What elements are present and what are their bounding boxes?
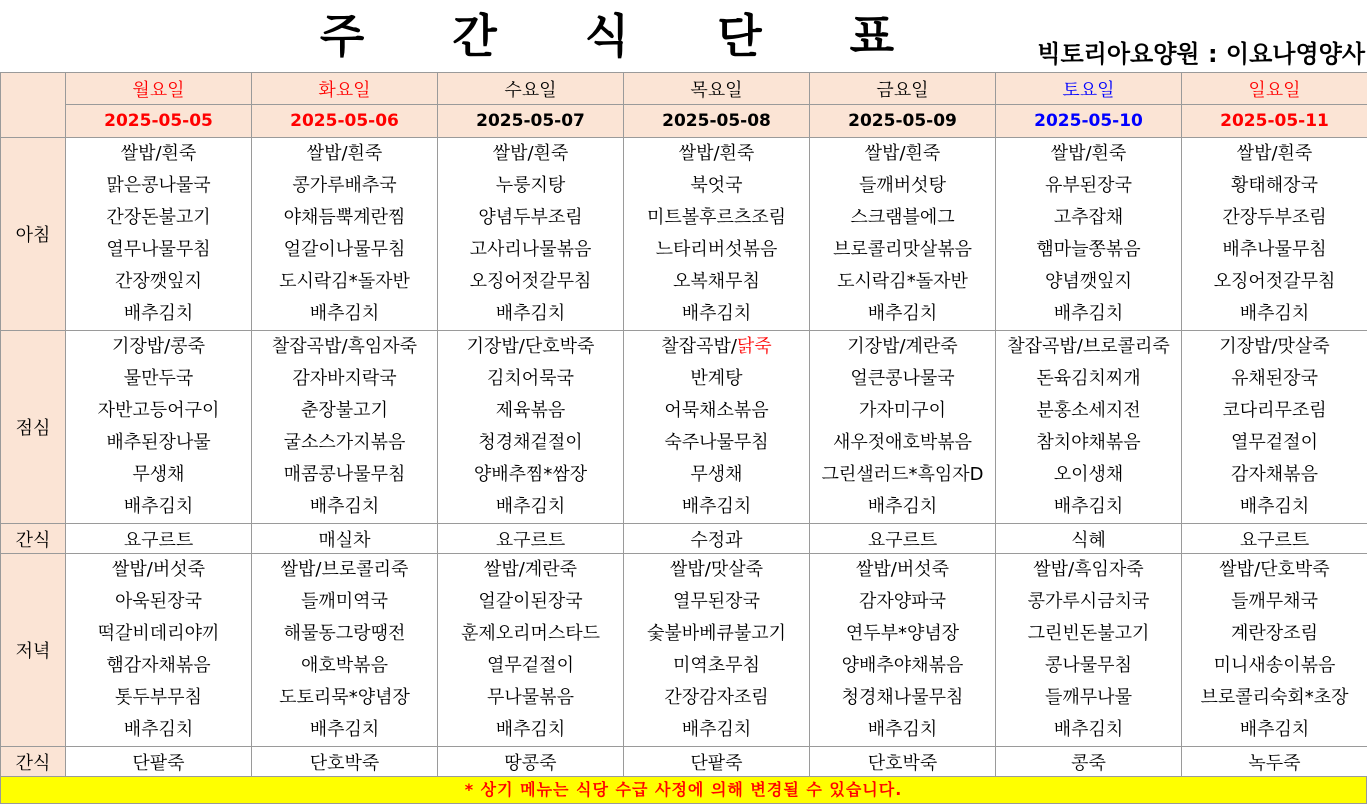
day-name: 금요일 <box>810 73 996 105</box>
snack-row-1 <box>1 524 1367 554</box>
menu-cell <box>252 554 438 747</box>
menu-item-highlight: 닭죽 <box>736 336 772 357</box>
menu-cell <box>1182 554 1367 747</box>
menu-item: 참치야채볶음 <box>1036 432 1141 453</box>
menu-item: 간장감자조림 <box>664 687 769 708</box>
menu-cell <box>1182 331 1367 524</box>
menu-item: 배추김치 <box>1239 496 1310 517</box>
menu-item: 배추김치 <box>495 719 566 740</box>
day-name: 월요일 <box>66 73 252 105</box>
menu-item: 청경채겉절이 <box>478 432 583 453</box>
menu-item: 스크램블에그 <box>850 207 955 228</box>
menu-item: 아욱된장국 <box>115 591 202 612</box>
snack-row-2 <box>1 747 1367 777</box>
page-title: 주 간 식 단 표 <box>319 9 931 63</box>
menu-item: 떡갈비데리야끼 <box>97 623 220 644</box>
menu-item: 배추된장나물 <box>106 432 211 453</box>
menu-item: 미니새송이볶음 <box>1213 655 1336 676</box>
day-name: 수요일 <box>438 73 624 105</box>
menu-cell <box>810 554 996 747</box>
menu-item: 고추잡채 <box>1053 207 1124 228</box>
menu-item: 반계탕 <box>690 368 743 389</box>
menu-cell <box>438 331 624 524</box>
menu-cell <box>66 554 252 747</box>
menu-item: 도토리묵*양념장 <box>279 687 410 708</box>
menu-item: 오징어젓갈무침 <box>469 271 592 292</box>
menu-item: 황태해장국 <box>1231 175 1318 196</box>
menu-item: 누룽지탕 <box>495 175 566 196</box>
menu-item: 굴소스가지볶음 <box>283 432 406 453</box>
menu-item: 무생채 <box>132 464 185 485</box>
snack-cell: 단팥죽 <box>66 747 252 777</box>
menu-item: 미트볼후르츠조림 <box>646 207 787 228</box>
menu-item: 양념두부조림 <box>478 207 583 228</box>
menu-cell <box>810 331 996 524</box>
menu-cell <box>996 554 1182 747</box>
menu-item: 그린샐러드*흑임자D <box>821 464 984 485</box>
menu-item: 물만두국 <box>123 368 194 389</box>
day-date: 2025-05-05 <box>66 105 252 138</box>
menu-item: 콩나물무침 <box>1045 655 1132 676</box>
meal-label: 저녁 <box>1 554 66 747</box>
snack-cell: 요구르트 <box>438 524 624 554</box>
menu-item: 햄마늘쫑볶음 <box>1036 239 1141 260</box>
menu-item: 찰잡곡밥/브로콜리죽 <box>1007 336 1170 357</box>
day-date: 2025-05-11 <box>1182 105 1367 138</box>
menu-item: 배추김치 <box>309 303 380 324</box>
menu-table <box>0 72 1367 777</box>
menu-cell <box>1182 138 1367 331</box>
menu-cell <box>438 138 624 331</box>
menu-item: 열무겉절이 <box>1231 432 1318 453</box>
menu-item: 돈육김치찌개 <box>1036 368 1141 389</box>
menu-item: 유부된장국 <box>1045 175 1132 196</box>
menu-item: 얼갈이된장국 <box>478 591 583 612</box>
menu-item: 무나물볶음 <box>487 687 574 708</box>
snack-cell: 콩죽 <box>996 747 1182 777</box>
menu-item: 간장두부조림 <box>1222 207 1327 228</box>
menu-item: 쌀밥/흰죽 <box>1050 143 1127 164</box>
menu-item: 자반고등어구이 <box>97 400 220 421</box>
snack-cell: 땅콩죽 <box>438 747 624 777</box>
menu-item: 야채듬뿍계란찜 <box>283 207 406 228</box>
facility-label: 빅토리아요양원 : 이요나영양사 <box>1037 40 1365 68</box>
menu-item: 오이생채 <box>1053 464 1124 485</box>
menu-item: 배추김치 <box>495 303 566 324</box>
menu-item: 얼큰콩나물국 <box>850 368 955 389</box>
dinner-row <box>1 554 1367 747</box>
menu-item: 쌀밥/흰죽 <box>864 143 941 164</box>
breakfast-row <box>1 138 1367 331</box>
menu-item: 배추김치 <box>681 496 752 517</box>
menu-item: 쌀밥/흑임자죽 <box>1033 559 1144 580</box>
menu-item: 기장밥/맛살죽 <box>1219 336 1330 357</box>
snack-cell: 녹두죽 <box>1182 747 1367 777</box>
menu-item: 배추김치 <box>867 496 938 517</box>
menu-item: 열무나물무침 <box>106 239 211 260</box>
menu-item: 김치어묵국 <box>487 368 574 389</box>
menu-item: 배추김치 <box>867 303 938 324</box>
menu-item: 쌀밥/흰죽 <box>1236 143 1313 164</box>
snack-cell: 단호박죽 <box>810 747 996 777</box>
menu-item: 열무된장국 <box>673 591 760 612</box>
menu-item: 맑은콩나물국 <box>106 175 211 196</box>
menu-item: 제육볶음 <box>495 400 566 421</box>
menu-item: 열무겉절이 <box>487 655 574 676</box>
menu-item: 배추김치 <box>309 719 380 740</box>
menu-item: 톳두부무침 <box>115 687 202 708</box>
menu-item: 배추김치 <box>681 303 752 324</box>
menu-item: 브로콜리숙회*초장 <box>1200 687 1349 708</box>
menu-item: 도시락김*돌자반 <box>279 271 410 292</box>
menu-item: 배추김치 <box>309 496 380 517</box>
menu-item: 쌀밥/버섯죽 <box>111 559 205 580</box>
menu-item: 감자양파국 <box>859 591 946 612</box>
menu-item: 유채된장국 <box>1231 368 1318 389</box>
menu-item: 배추김치 <box>123 719 194 740</box>
menu-item: 도시락김*돌자반 <box>837 271 968 292</box>
menu-item: 연두부*양념장 <box>845 623 960 644</box>
snack-cell: 수정과 <box>624 524 810 554</box>
snack-cell: 단팥죽 <box>624 747 810 777</box>
menu-item: 기장밥/단호박죽 <box>466 336 595 357</box>
menu-item: 쌀밥/버섯죽 <box>855 559 949 580</box>
day-name: 토요일 <box>996 73 1182 105</box>
menu-item: 배추김치 <box>681 719 752 740</box>
menu-item: 들깨무채국 <box>1231 591 1318 612</box>
menu-item: 훈제오리머스타드 <box>460 623 601 644</box>
menu-item: 쌀밥/흰죽 <box>306 143 383 164</box>
menu-item: 배추김치 <box>1053 719 1124 740</box>
menu-item: 그린빈돈불고기 <box>1027 623 1150 644</box>
menu-item: 양념깻잎지 <box>1045 271 1132 292</box>
meal-label: 간식 <box>1 524 66 554</box>
menu-item: 매콤콩나물무침 <box>283 464 406 485</box>
menu-item: 춘장불고기 <box>301 400 388 421</box>
menu-cell <box>252 138 438 331</box>
notice-banner: * 상기 메뉴는 식당 수급 사정에 의해 변경될 수 있습니다. <box>0 776 1367 804</box>
menu-item: 쌀밥/맛살죽 <box>669 559 763 580</box>
meal-label: 아침 <box>1 138 66 331</box>
menu-item: 코다리무조림 <box>1222 400 1327 421</box>
menu-item: 어묵채소볶음 <box>664 400 769 421</box>
snack-cell: 단호박죽 <box>252 747 438 777</box>
menu-item: 북엇국 <box>690 175 743 196</box>
menu-item: 얼갈이나물무침 <box>283 239 406 260</box>
menu-cell <box>624 554 810 747</box>
snack-cell: 매실차 <box>252 524 438 554</box>
menu-item: 오복채무침 <box>673 271 760 292</box>
menu-item: 기장밥/계란죽 <box>847 336 958 357</box>
menu-item: 찰잡곡밥/닭죽 <box>661 336 772 357</box>
menu-item: 쌀밥/흰죽 <box>492 143 569 164</box>
menu-item: 애호박볶음 <box>301 655 388 676</box>
menu-cell <box>624 331 810 524</box>
snack-cell: 식혜 <box>996 524 1182 554</box>
menu-item: 숯불바베큐불고기 <box>646 623 787 644</box>
menu-cell <box>438 554 624 747</box>
day-name: 일요일 <box>1182 73 1367 105</box>
menu-item: 오징어젓갈무침 <box>1213 271 1336 292</box>
meal-label: 점심 <box>1 331 66 524</box>
menu-item: 배추김치 <box>123 496 194 517</box>
menu-item: 쌀밥/단호박죽 <box>1219 559 1330 580</box>
menu-item: 숙주나물무침 <box>664 432 769 453</box>
menu-item: 햄감자채볶음 <box>106 655 211 676</box>
menu-item: 새우젓애호박볶음 <box>832 432 973 453</box>
snack-cell: 요구르트 <box>810 524 996 554</box>
menu-cell <box>996 331 1182 524</box>
menu-item: 양배추찜*쌈장 <box>473 464 588 485</box>
day-date: 2025-05-09 <box>810 105 996 138</box>
menu-item: 감자채볶음 <box>1231 464 1318 485</box>
menu-item: 간장깻잎지 <box>115 271 202 292</box>
day-name: 화요일 <box>252 73 438 105</box>
menu-item: 브로콜리맛살볶음 <box>832 239 973 260</box>
menu-item: 쌀밥/흰죽 <box>120 143 197 164</box>
menu-item: 배추김치 <box>1239 719 1310 740</box>
meal-label: 간식 <box>1 747 66 777</box>
menu-item: 계란장조림 <box>1231 623 1318 644</box>
menu-cell <box>996 138 1182 331</box>
menu-item: 간장돈불고기 <box>106 207 211 228</box>
menu-cell <box>624 138 810 331</box>
menu-item: 들깨버섯탕 <box>859 175 946 196</box>
menu-item: 해물동그랑땡전 <box>283 623 406 644</box>
menu-item: 들깨미역국 <box>301 591 388 612</box>
menu-cell <box>66 138 252 331</box>
menu-item: 배추김치 <box>1053 496 1124 517</box>
day-date: 2025-05-07 <box>438 105 624 138</box>
header-corner <box>1 73 66 138</box>
menu-item: 쌀밥/계란죽 <box>483 559 577 580</box>
menu-item: 무생채 <box>690 464 743 485</box>
menu-item: 쌀밥/브로콜리죽 <box>280 559 409 580</box>
menu-item: 배추김치 <box>867 719 938 740</box>
menu-item: 배추나물무침 <box>1222 239 1327 260</box>
title-area <box>0 0 1367 72</box>
menu-item: 콩가루시금치국 <box>1027 591 1150 612</box>
menu-item: 미역초무침 <box>673 655 760 676</box>
lunch-row <box>1 331 1367 524</box>
menu-item: 배추김치 <box>1053 303 1124 324</box>
day-name: 목요일 <box>624 73 810 105</box>
menu-item: 양배추야채볶음 <box>841 655 964 676</box>
menu-item: 배추김치 <box>495 496 566 517</box>
day-date: 2025-05-10 <box>996 105 1182 138</box>
menu-item: 배추김치 <box>123 303 194 324</box>
menu-item: 찰잡곡밥/흑임자죽 <box>271 336 418 357</box>
menu-cell <box>810 138 996 331</box>
menu-item: 기장밥/콩죽 <box>111 336 205 357</box>
menu-item: 청경채나물무침 <box>841 687 964 708</box>
snack-cell: 요구르트 <box>66 524 252 554</box>
menu-item: 배추김치 <box>1239 303 1310 324</box>
menu-cell <box>66 331 252 524</box>
menu-item: 쌀밥/흰죽 <box>678 143 755 164</box>
menu-item: 느타리버섯볶음 <box>655 239 778 260</box>
snack-cell: 요구르트 <box>1182 524 1367 554</box>
day-date: 2025-05-08 <box>624 105 810 138</box>
day-date: 2025-05-06 <box>252 105 438 138</box>
menu-item: 고사리나물볶음 <box>469 239 592 260</box>
menu-item: 가자미구이 <box>859 400 946 421</box>
menu-item: 콩가루배추국 <box>292 175 397 196</box>
menu-item: 들깨무나물 <box>1045 687 1132 708</box>
menu-item: 분홍소세지전 <box>1036 400 1141 421</box>
menu-cell <box>252 331 438 524</box>
menu-item: 감자바지락국 <box>292 368 397 389</box>
